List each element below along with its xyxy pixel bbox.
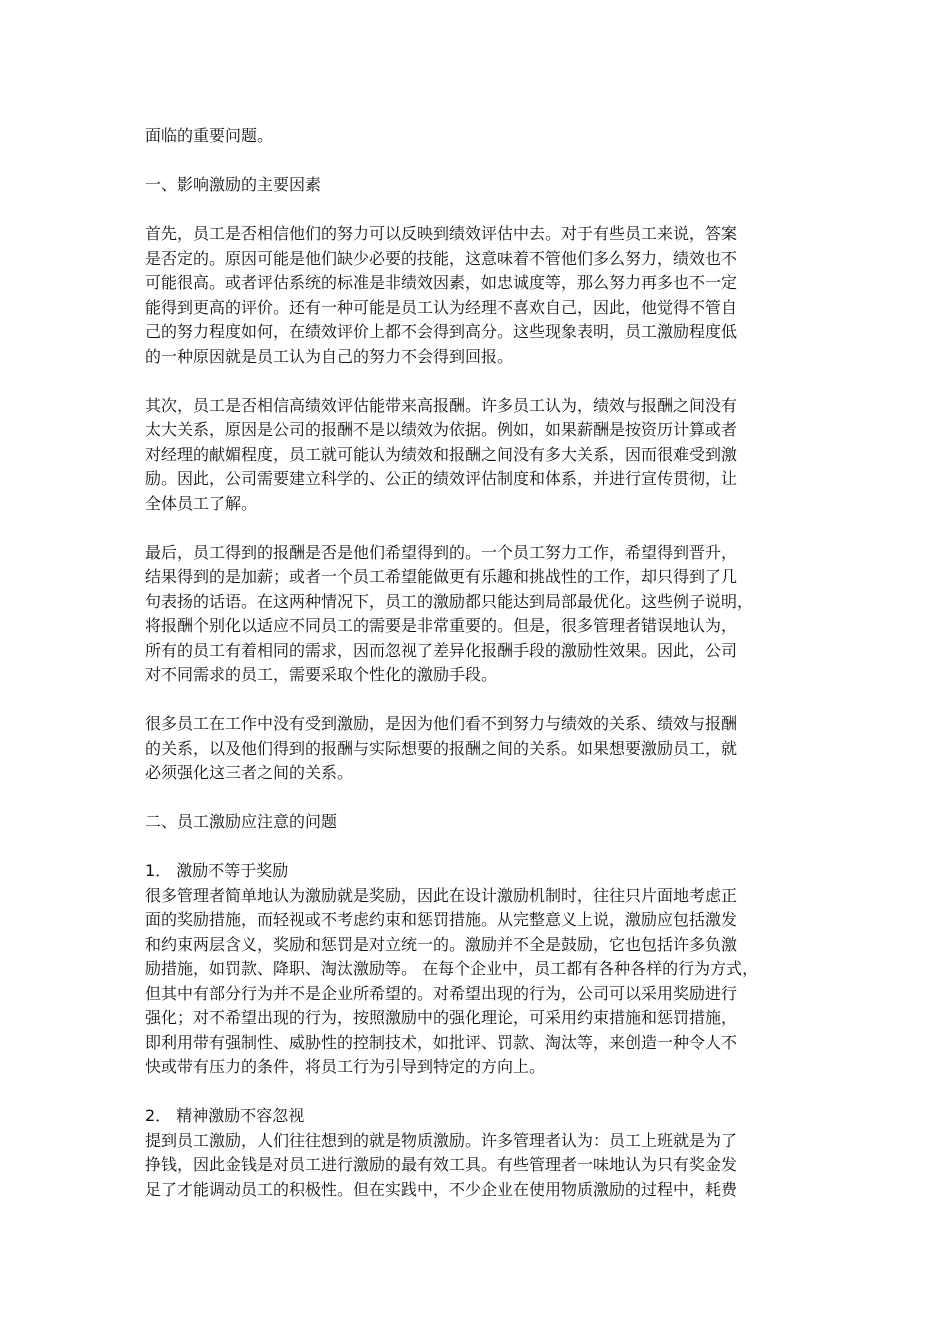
text-line: 句表扬的话语。在这两种情况下，员工的激励都只能达到局部最优化。这些例子说明，	[145, 591, 754, 611]
text-line: 首先，员工是否相信他们的努力可以反映到绩效评估中去。对于有些员工来说，答案	[145, 224, 738, 243]
text-line: 励措施，如罚款、降职、淘汰激励等。 在每个企业中，员工都有各种各样的行为方式，	[145, 959, 759, 978]
text-line: 将报酬个别化以适应不同员工的需要是非常重要的。但是，很多管理者错误地认为，	[145, 616, 738, 635]
text-line: 己的努力程度如何，在绩效评价上都不会得到高分。这些现象表明，员工激励程度低	[145, 322, 738, 341]
paragraph-gap	[145, 369, 809, 394]
text-line: 可能很高。或者评估系统的标准是非绩效因素，如忠诚度等，那么努力再多也不一定	[145, 273, 738, 292]
subsection-heading: 2． 精神激励不容忽视	[145, 1106, 305, 1125]
text-line: 全体员工了解。	[145, 493, 258, 513]
text-line: 励。因此，公司需要建立科学的、公正的绩效评估制度和体系，并进行宣传贯彻，让	[145, 469, 738, 488]
paragraph-gap	[145, 198, 809, 223]
text-line: 很多员工在工作中没有受到激励，是因为他们看不到努力与绩效的关系、绩效与报酬	[145, 714, 738, 733]
paragraph-gap	[145, 1080, 809, 1105]
text-line: 太大关系，原因是公司的报酬不是以绩效为依据。例如，如果薪酬是按资历计算或者	[145, 420, 738, 439]
text-line: 的关系，以及他们得到的报酬与实际想要的报酬之间的关系。如果想要激励员工，就	[145, 738, 738, 758]
section-heading: 一、影响激励的主要因素	[145, 175, 322, 194]
text-line: 强化；对不希望出现的行为，按照激励中的强化理论，可采用约束措施和惩罚措施，	[145, 1008, 738, 1027]
text-line: 但其中有部分行为并不是企业所希望的。对希望出现的行为，公司可以采用奖励进行	[145, 983, 738, 1003]
subsection-heading: 1． 激励不等于奖励	[145, 861, 289, 880]
section-heading: 二、员工激励应注意的问题	[145, 812, 338, 831]
text-line: 即利用带有强制性、威胁性的控制技术，如批评、罚款、淘汰等，来创造一种令人不	[145, 1032, 738, 1052]
text-line: 面临的重要问题。	[145, 126, 274, 145]
paragraph-gap	[145, 835, 809, 860]
text-line: 能得到更高的评价。还有一种可能是员工认为经理不喜欢自己，因此，他觉得不管自	[145, 297, 738, 317]
paragraph-gap	[145, 516, 809, 541]
text-line: 挣钱，因此金钱是对员工进行激励的最有效工具。有些管理者一味地认为只有奖金发	[145, 1155, 738, 1174]
paragraph-gap	[145, 688, 809, 713]
paragraph-gap	[145, 149, 809, 174]
text-line: 很多管理者简单地认为激励就是奖励，因此在设计激励机制时，往往只片面地考虑正	[145, 885, 738, 905]
text-line: 的一种原因就是员工认为自己的努力不会得到回报。	[145, 346, 514, 366]
text-line: 快或带有压力的条件，将员工行为引导到特定的方向上。	[145, 1057, 546, 1076]
document-page	[145, 124, 809, 1202]
text-line: 面的奖励措施，而轻视或不考虑约束和惩罚措施。从完整意义上说，激励应包括激发	[145, 910, 738, 929]
paragraph-gap	[145, 786, 809, 811]
text-line: 是否定的。原因可能是他们缺少必要的技能，这意味着不管他们多么努力，绩效也不	[145, 248, 738, 268]
text-line: 结果得到的是加薪；或者一个员工希望能做更有乐趣和挑战性的工作，却只得到了几	[145, 567, 738, 586]
text-line: 对经理的献媚程度，员工就可能认为绩效和报酬之间没有多大关系，因而很难受到激	[145, 444, 738, 464]
text-line: 所有的员工有着相同的需求，因而忽视了差异化报酬手段的激励性效果。因此，公司	[145, 640, 738, 660]
text-line: 其次，员工是否相信高绩效评估能带来高报酬。许多员工认为，绩效与报酬之间没有	[145, 395, 738, 415]
text-line: 和约束两层含义，奖励和惩罚是对立统一的。激励并不全是鼓励，它也包括许多负激	[145, 934, 738, 954]
text-line: 提到员工激励，人们往往想到的就是物质激励。许多管理者认为：员工上班就是为了	[145, 1130, 738, 1150]
text-line: 必须强化这三者之间的关系。	[145, 763, 354, 782]
text-line: 足了才能调动员工的积极性。但在实践中，不少企业在使用物质激励的过程中，耗费	[145, 1179, 738, 1199]
text-line: 最后，员工得到的报酬是否是他们希望得到的。一个员工努力工作，希望得到晋升，	[145, 542, 738, 562]
text-line: 对不同需求的员工，需要采取个性化的激励手段。	[145, 665, 498, 684]
